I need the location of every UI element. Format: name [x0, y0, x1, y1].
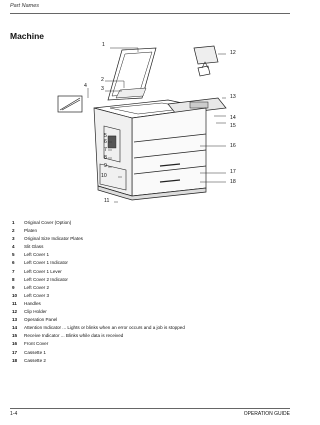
callout-number: 8 [104, 155, 107, 161]
callout-number: 12 [230, 50, 236, 56]
legend-item: 10 Left Cover 3 [12, 292, 50, 298]
legend-item: 13 Operation Panel [12, 317, 58, 323]
legend-item: 11 Handles [12, 300, 41, 306]
section-title: Machine [10, 31, 45, 41]
legend-item: 3 Original Size Indicator Plates [12, 236, 83, 242]
legend-item: 9 Left Cover 2 [12, 284, 50, 290]
legend-item: 12 Clip Holder [12, 309, 47, 315]
callout-number: 6 [104, 139, 107, 145]
footer-rule [10, 408, 290, 409]
legend-item: 16 Front Cover [12, 341, 49, 347]
header-rule [10, 13, 290, 14]
callout-number: 13 [230, 94, 236, 100]
legend-item: 1 Original Cover (Option) [12, 220, 72, 225]
legend-item: 14 Attention Indicator ... Lights or blinks when an error occurs and a job is stopped [12, 325, 185, 331]
legend-item: 18 Cassette 2 [12, 357, 46, 363]
legend-item: 8 Left Cover 2 Indicator [12, 276, 68, 282]
legend-item: 7 Left Cover 1 Lever [12, 268, 62, 274]
legend-item: 15 Receive Indicator ... Blinks while data is received [12, 333, 124, 339]
callout-number: 9 [104, 163, 107, 169]
callout-number: 15 [230, 123, 236, 129]
callout-number: 3 [101, 86, 104, 92]
guide-title: OPERATION GUIDE [243, 411, 290, 417]
callout-number: 5 [104, 133, 107, 139]
legend-item: 4 Slit Glass [12, 244, 44, 250]
callout-number: 2 [101, 77, 104, 83]
parts-legend [12, 219, 282, 365]
legend-item: 6 Left Cover 1 Indicator [12, 260, 68, 266]
legend-item: 17 Cassette 1 [12, 349, 46, 355]
callout-number: 14 [230, 115, 236, 121]
legend-item: 2 Platen [12, 228, 38, 234]
page-number: 1-4 [10, 411, 18, 417]
callout-number: 18 [230, 179, 236, 185]
legend-item: 5 Left Cover 1 [12, 252, 50, 258]
callout-number: 17 [230, 169, 236, 175]
callout-number: 4 [84, 83, 87, 89]
callout-number: 10 [101, 173, 107, 179]
callout-number: 11 [104, 198, 110, 204]
callout-number: 16 [230, 143, 236, 149]
machine-illustration [50, 38, 260, 213]
running-header: Part Names [10, 3, 40, 9]
callout-number: 1 [102, 42, 105, 48]
callout-number: 7 [104, 147, 107, 153]
